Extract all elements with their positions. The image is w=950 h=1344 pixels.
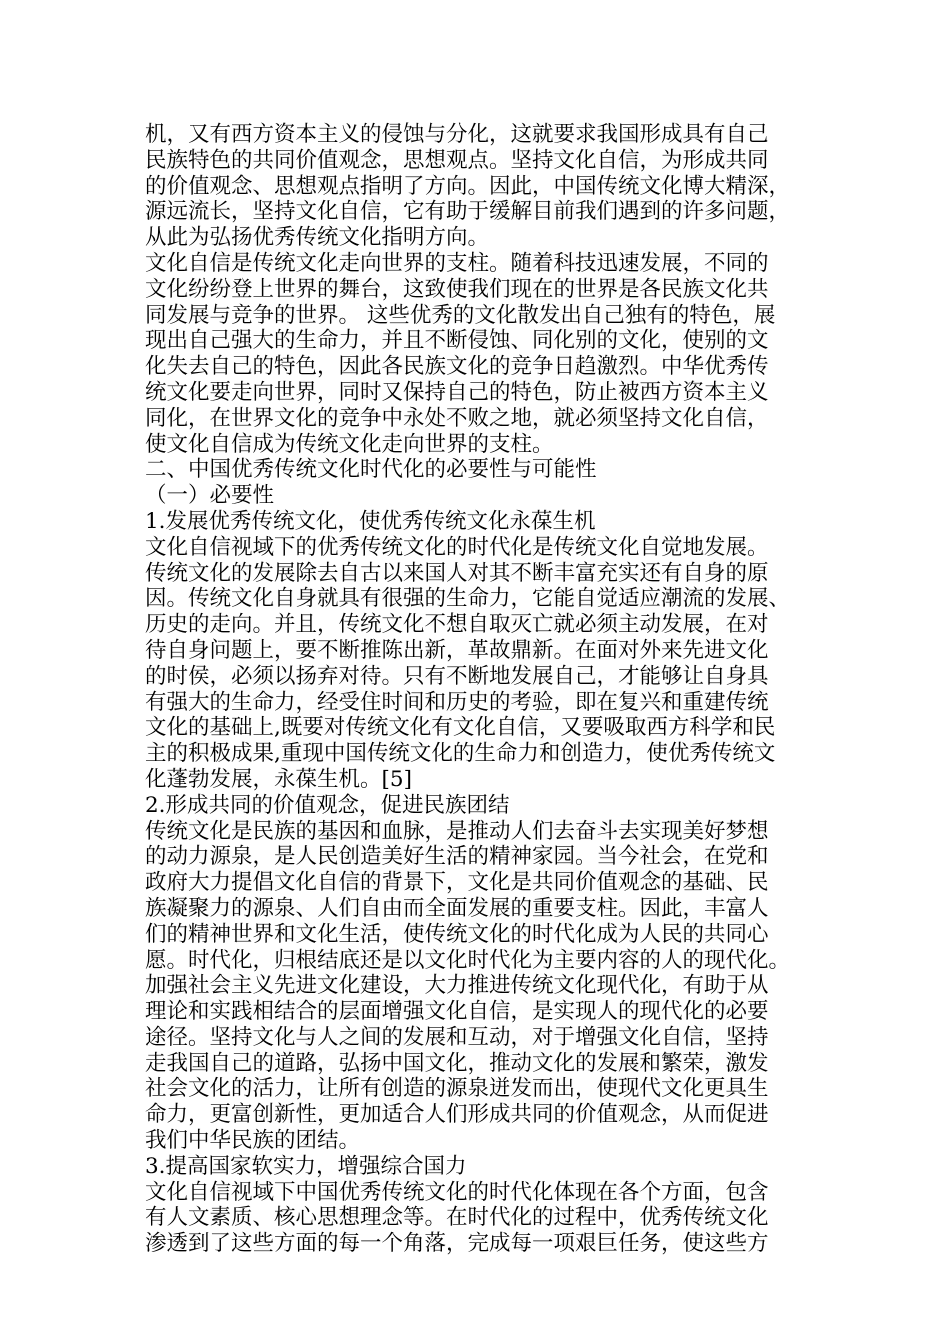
heading-text: 1.发展优秀传统文化，使优秀传统文化永葆生机 <box>145 508 596 534</box>
paragraph-line: 愿。时代化，归根结底还是以文化时代化为主要内容的人的现代化。 <box>145 947 791 973</box>
paragraph-line: 的动力源泉，是人民创造美好生活的精神家园。当今社会，在党和 <box>145 844 769 870</box>
paragraph-line: 机，又有西方资本主义的侵蚀与分化，这就要求我国形成具有自己 <box>145 122 769 147</box>
paragraph-line: 们的精神世界和文化生活，使传统文化的时代化成为人民的共同心 <box>145 921 769 947</box>
paragraph-line: 从此为弘扬优秀传统文化指明方向。 <box>145 225 490 251</box>
paragraph-line: 传统文化的发展除去自古以来国人对其不断丰富充实还有自身的原 <box>145 560 769 586</box>
paragraph-line: 文化纷纷登上世界的舞台，这致使我们现在的世界是各民族文化共 <box>145 276 769 302</box>
paragraph-line: 因。传统文化自身就具有很强的生命力，它能自觉适应潮流的发展、 <box>145 586 791 612</box>
paragraph-line: 使文化自信成为传统文化走向世界的支柱。 <box>145 431 554 457</box>
paragraph-line: 统文化要走向世界，同时又保持自己的特色，防止被西方资本主义 <box>145 379 769 405</box>
section-heading <box>145 1154 835 1180</box>
heading-text: （一）必要性 <box>145 483 275 509</box>
paragraph-line: 社会文化的活力，让所有创造的源泉迸发而出，使现代文化更具生 <box>145 1076 769 1102</box>
paragraph-line: 我们中华民族的团结。 <box>145 1128 361 1154</box>
paragraph-line: 化蓬勃发展，永葆生机。[5] <box>145 766 412 792</box>
paragraph-line: 有强大的生命力，经受住时间和历史的考验，即在复兴和重建传统 <box>145 689 769 715</box>
body-paragraph <box>145 122 835 251</box>
paragraph-line: 民族特色的共同价值观念，思想观点。坚持文化自信，为形成共同 <box>145 147 769 173</box>
paragraph-line: 源远流长，坚持文化自信，它有助于缓解目前我们遇到的许多问题， <box>145 199 791 225</box>
paragraph-line: 政府大力提倡文化自信的背景下，文化是共同价值观念的基础、民 <box>145 870 769 896</box>
paragraph-line: 待自身问题上，要不断推陈出新，革故鼎新。在面对外来先进文化 <box>145 637 769 663</box>
paragraph-line: 历史的走向。并且，传统文化不想自取灭亡就必须主动发展，在对 <box>145 612 769 638</box>
heading-text: 2.形成共同的价值观念，促进民族团结 <box>145 792 510 818</box>
body-paragraph <box>145 1180 835 1257</box>
paragraph-line: 理论和实践相结合的层面增强文化自信，是实现人的现代化的必要 <box>145 999 769 1025</box>
section-heading <box>145 483 835 509</box>
section-heading <box>145 509 835 535</box>
paragraph-line: 的时侯，必须以扬弃对待。只有不断地发展自己，才能够让自身具 <box>145 663 769 689</box>
body-paragraph <box>145 535 835 793</box>
paragraph-line: 文化自信视域下中国优秀传统文化的时代化体现在各个方面，包含 <box>145 1179 769 1205</box>
paragraph-line: 主的积极成果,重现中国传统文化的生命力和创造力，使优秀传统文 <box>145 741 776 767</box>
paragraph-line: 的价值观念、思想观点指明了方向。因此，中国传统文化博大精深， <box>145 173 791 199</box>
paragraph-line: 化失去自己的特色，因此各民族文化的竞争日趋激烈。中华优秀传 <box>145 354 769 380</box>
paragraph-line: 传统文化是民族的基因和血脉，是推动人们去奋斗去实现美好梦想 <box>145 818 769 844</box>
document-page <box>145 122 835 1257</box>
paragraph-line: 走我国自己的道路，弘扬中国文化，推动文化的发展和繁荣，激发 <box>145 1050 769 1076</box>
heading-text: 3.提高国家软实力，增强综合国力 <box>145 1153 467 1179</box>
body-paragraph <box>145 251 835 457</box>
paragraph-line: 加强社会主义先进文化建设，大力推进传统文化现代化，有助于从 <box>145 973 769 999</box>
paragraph-line: 渗透到了这些方面的每一个角落，完成每一项艰巨任务，使这些方 <box>145 1231 769 1257</box>
section-heading <box>145 793 835 819</box>
paragraph-line: 同化，在世界文化的竞争中永处不败之地，就必须坚持文化自信， <box>145 405 769 431</box>
paragraph-line: 文化自信是传统文化走向世界的支柱。随着科技迅速发展，不同的 <box>145 250 769 276</box>
paragraph-line: 命力，更富创新性，更加适合人们形成共同的价值观念，从而促进 <box>145 1102 769 1128</box>
paragraph-line: 文化的基础上,既要对传统文化有文化自信，又要吸取西方科学和民 <box>145 715 776 741</box>
paragraph-line: 同发展与竞争的世界。 这些优秀的文化散发出自己独有的特色，展 <box>145 302 776 328</box>
paragraph-line: 有人文素质、核心思想理念等。在时代化的过程中，优秀传统文化 <box>145 1205 769 1231</box>
paragraph-line: 族凝聚力的源泉、人们自由而全面发展的重要支柱。因此，丰富人 <box>145 895 769 921</box>
paragraph-line: 途径。坚持文化与人之间的发展和互动，对于增强文化自信，坚持 <box>145 1024 769 1050</box>
heading-text: 二、中国优秀传统文化时代化的必要性与可能性 <box>145 457 597 483</box>
body-paragraph <box>145 819 835 1154</box>
paragraph-line: 现出自己强大的生命力，并且不断侵蚀、同化别的文化，使别的文 <box>145 328 769 354</box>
paragraph-line: 文化自信视域下的优秀传统文化的时代化是传统文化自觉地发展。 <box>145 534 769 560</box>
section-heading <box>145 457 835 483</box>
